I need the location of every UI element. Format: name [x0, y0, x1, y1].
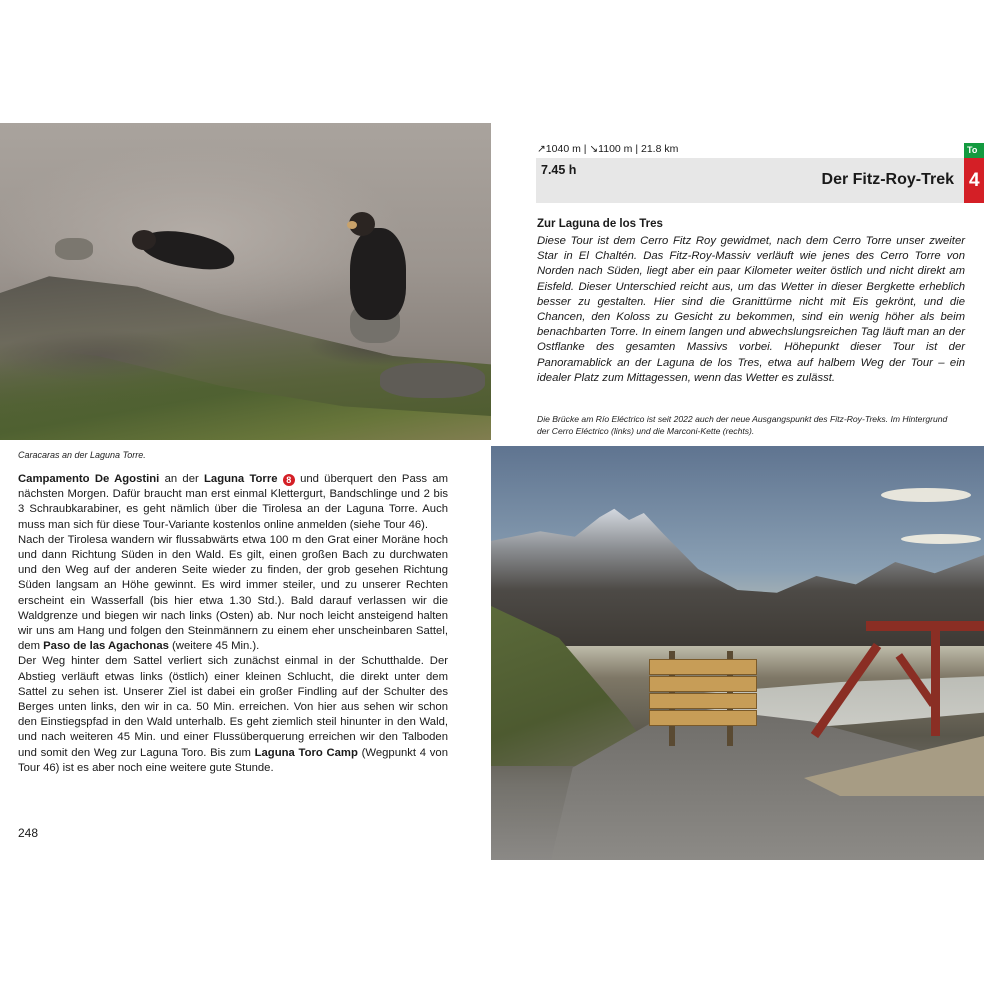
caracara-beak [347, 221, 357, 229]
cloud [901, 534, 981, 544]
caracara-bird-right [350, 228, 406, 320]
intro-text: Diese Tour ist dem Cerro Fitz Roy gewidmet, nach dem Cerro Torre unser zweiter Star in El Chaltén. Das Fitz-Roy-Massiv verläuft wie jenes des Cerro Torre von Norden nach Süden, liegt aber ein paar Kilometer weiter östlich und nicht direkt am Eisfeld. Dieser Unterschied reicht aus, um das Wetter in dieser Bergkette erheblich besser zu gestalten. Hier sind die Granittürme nicht mit Eis gekrönt, und die Chancen, den Koloss zu Gesicht zu bekommen, sind ein wenig höher als beim benachbarten Torre. In einem langen und abwechslungsreichen Tag läuft man an der Ostflanke des gesamten Massivs vorbei. Höhepunkt dieser Tour ist der Panoramablick an der Laguna de los Tres, etwa auf halbem Weg der Tour – ein idealer Platz zum Mittagessen, wenn das Wetter es zulässt. [537, 235, 965, 384]
cloud [881, 488, 971, 502]
bridge-rail [866, 621, 984, 631]
left-body-text [18, 472, 448, 776]
place-name: Campamento De Agostini [18, 473, 160, 485]
paragraph: Der Weg hinter dem Sattel verliert sich zunächst einmal in der Schutthalde. Der Abstieg verläuft etwas links (östlich) einer kleinen Schlucht, die direkt unter dem Sattel zu sehen ist. Unserer Ziel ist dabei ein großer Findling auf der Schulter des Berges unten links, den wir in ca. 50 Min. erreichen. Von hier aus sehen wir schon den Einstiegspfad in den Wald unterhalb. Es geht ziemlich steil hinunter in den Wald, und nach weiteren 45 Min. und einer Flussüberquerung erreichen wir den Talboden und somit den Weg zur Laguna Toro. Bis zum Laguna Toro Camp (Wegpunkt 4 von Tour 46) ist es aber noch eine weitere gute Stunde. [18, 655, 448, 774]
tour-title: Der Fitz-Roy-Trek [821, 171, 954, 188]
sign-board [649, 659, 757, 675]
rock [380, 363, 485, 398]
caracara-head-left [132, 230, 156, 250]
tour-duration: 7.45 h [541, 163, 577, 177]
waypoint-marker: 8 [283, 474, 295, 486]
bridge-photo [491, 446, 984, 860]
paragraph: Nach der Tirolesa wandern wir flussabwärts etwa 100 m den Grat einer Moräne hoch und dann Richtung Süden in den Wald. Es gilt, einen großen Bach zu durchwaten und den Weg auf der anderen Seite wieder zu finden, der grob gesehen Richtung Süden langsam an Höhe gewinnt. Es wird immer steiler, und zu unserer Rechten erscheint ein Wasserfall (bis hier etwa 1.30 Std.). Bald darauf verlassen wir die Waldgrenze und biegen wir nach links (Osten) ab. Nur noch leicht ansteigend halten wir uns am Hang und folgen den Steinmännern zu einem eher unscheinbaren Sattel, dem Paso de las Agachonas (weitere 45 Min.). [18, 533, 448, 653]
paragraph: Campamento De Agostini an der Laguna Torre 8 und überquert den Pass am nächsten Morgen. Dafür braucht man erst einmal Klettergurt, Bandschlinge und 2 bis 3 Schraubkarabiner, es geht nämlich über die Tirolesa an der Laguna Torre. Auch muss man sich für diese Tour-Variante kostenlos online anmelden (siehe Tour 46). [18, 473, 449, 531]
tour-tab-label: To [964, 143, 984, 158]
tour-stats: ↗1040 m | ↘1100 m | 21.8 km [537, 143, 679, 155]
caracaras-photo [0, 123, 491, 440]
right-photo-caption: Die Brücke am Río Eléctrico ist seit 2022 auch der neue Ausgangspunkt des Fitz-Roy-Treks. Im Hintergrund der Cerro Eléctrico (links) und die Marconi-Kette (rechts). [537, 414, 948, 436]
rock [55, 238, 93, 260]
page-number: 248 [18, 826, 39, 840]
tour-tab-number: 4 [964, 158, 984, 203]
place-name: Paso de las Agachonas [43, 640, 169, 653]
sign-board [649, 676, 757, 692]
intro-heading: Zur Laguna de los Tres [537, 218, 663, 230]
sign-board [649, 693, 757, 709]
bridge-post [931, 631, 940, 736]
sign-board [649, 710, 757, 726]
place-name: Laguna Torre [204, 473, 278, 485]
place-name: Laguna Toro Camp [254, 746, 358, 759]
left-photo-caption: Caracaras an der Laguna Torre. [18, 450, 146, 460]
